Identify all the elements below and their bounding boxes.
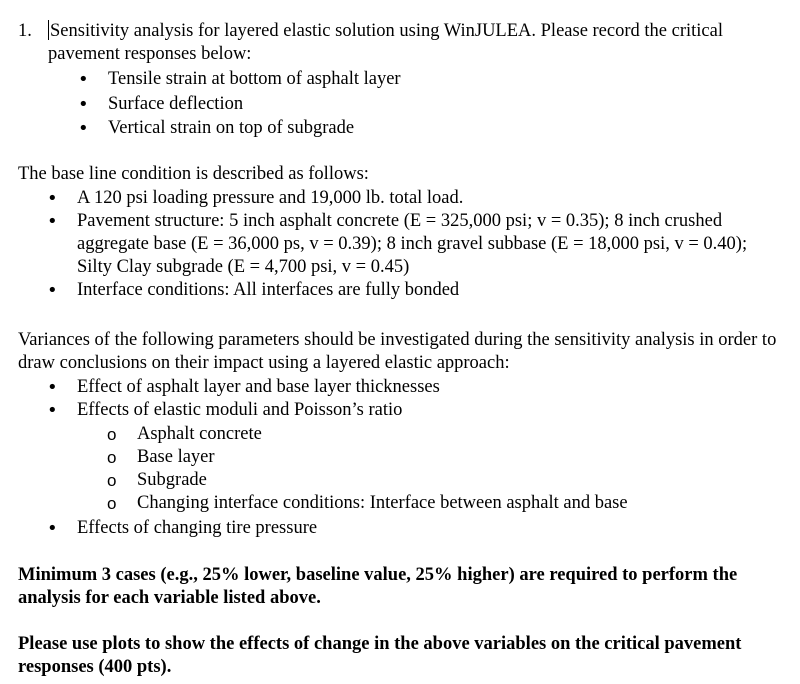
variances-list-tail <box>47 517 777 540</box>
sublist-item: o Base layer <box>107 446 787 469</box>
question-intro: Sensitivity analysis for layered elastic solution using WinJULEA. Please record the critical pavement responses below: <box>48 21 723 64</box>
sublist-item: o Changing interface conditions: Interface between asphalt and base <box>107 492 787 515</box>
baseline-list <box>47 187 777 302</box>
list-item: • Tensile strain at bottom of asphalt layer <box>78 68 778 93</box>
critical-responses-list <box>78 68 778 140</box>
list-item: • Effects of changing tire pressure <box>47 517 777 540</box>
list-item: • Interface conditions: All interfaces are fully bonded <box>47 279 777 302</box>
text-cursor <box>48 20 49 40</box>
cases-requirement: Minimum 3 cases (e.g., 25% lower, baseline value, 25% higher) are required to perform the analysis for each variable listed above. <box>18 565 738 608</box>
plots-requirement: Please use plots to show the effects of change in the above variables on the critical pavement responses (400 pts). <box>18 634 742 677</box>
sublist-item: o Asphalt concrete <box>107 423 787 446</box>
variances-heading: Variances of the following parameters should be investigated during the sensitivity analysis in order to draw conclusions on their impact using a layered elastic approach: <box>18 330 777 373</box>
question-number: 1. <box>18 21 32 41</box>
list-item: • Effect of asphalt layer and base layer thicknesses <box>47 376 777 399</box>
list-item: • A 120 psi loading pressure and 19,000 lb. total load. <box>47 187 777 210</box>
question-intro-wrapper <box>48 20 786 66</box>
list-item: • Surface deflection <box>78 93 778 118</box>
list-item: • Pavement structure: 5 inch asphalt concrete (E = 325,000 psi; v = 0.35); 8 inch crushed aggregate base (E = 36,000 ps, v = 0.39); 8 inch gravel subbase (E = 18,000 psi, v = 0.40); Silty Clay subgrade (E = 4,700 psi, v = 0.45) <box>47 210 777 279</box>
sublist-item: o Subgrade <box>107 469 787 492</box>
baseline-heading: The base line condition is described as follows: <box>18 164 369 184</box>
list-item: • Effects of elastic moduli and Poisson’s ratio <box>47 399 777 422</box>
list-item: • Vertical strain on top of subgrade <box>78 117 778 140</box>
moduli-sublist <box>107 423 787 515</box>
variances-list <box>47 376 777 422</box>
